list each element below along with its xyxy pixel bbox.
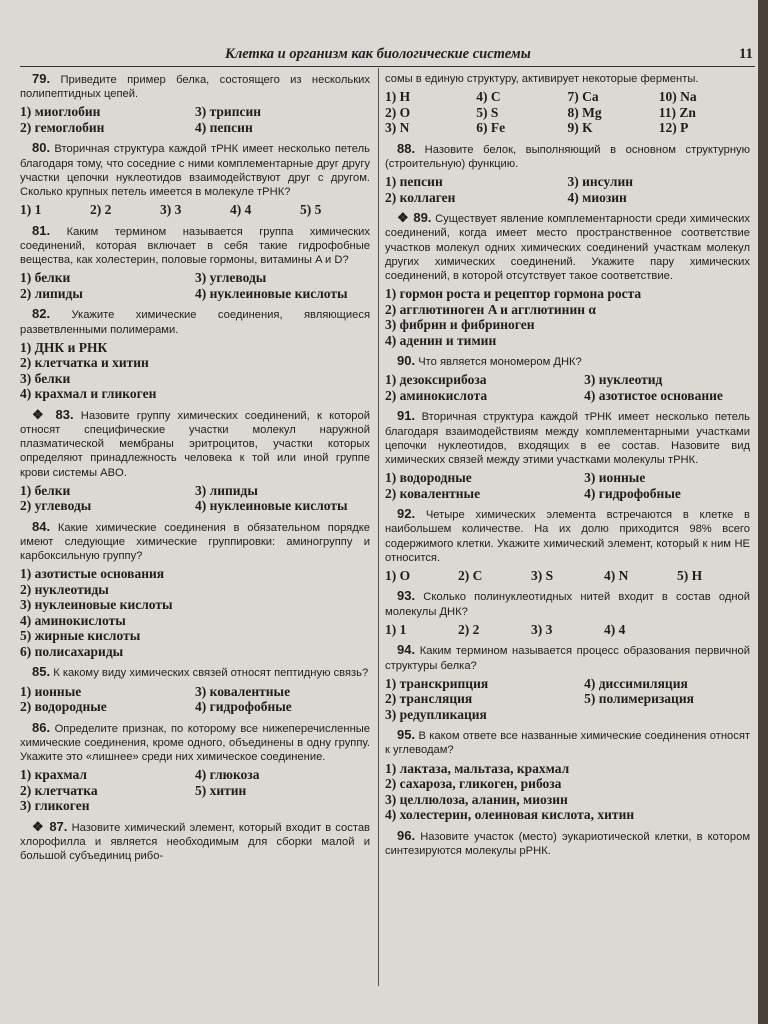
answer-option: 1) ионные [20, 683, 82, 699]
question-number: 96. [397, 827, 416, 843]
answer-options [20, 483, 370, 514]
answer-options [385, 286, 750, 348]
answer-option: 4) крахмал и гликоген [20, 386, 157, 402]
answer-option: 4) глюкоза [195, 767, 260, 783]
answer-option: 1) азотистые основания [20, 566, 165, 582]
question-number: 85. [32, 664, 51, 680]
answer-option: 3) ионные [584, 470, 646, 486]
answer-option: 3) нуклеотид [584, 372, 663, 388]
question-text: В каком ответе все названные химические соединения относят к углеводам? [385, 730, 750, 757]
answer-option: 3) ковалентные [195, 683, 291, 699]
question-number: 80. [32, 140, 51, 156]
answer-option: 3) 3 [531, 621, 553, 637]
question-text: Существует явление комплементарности среди химических соединений, когда имеет место пространственное соответствие участков молекул одних химических соединений участкам молекул других химических соединений. Укажите пару химических соединений, в которой отсутствует такое соответствие. [385, 213, 751, 282]
question-94 [385, 643, 750, 722]
answer-option: 3) углеводы [195, 270, 267, 286]
question-text: Каким термином называется группа химических соединений, которая включает в себя такие гидрофобные вещества, как холестерин, половые гормоны, витамины A и D? [20, 225, 370, 267]
question-95 [385, 728, 750, 822]
answer-options [385, 676, 750, 723]
question-number: 88. [397, 140, 416, 156]
answer-option: 10) Na [658, 89, 697, 105]
question-93 [385, 589, 750, 637]
answer-option: 2) гемоглобин [20, 119, 105, 135]
answer-option: 4) гидрофобные [195, 699, 292, 715]
question-number: 79. [32, 71, 51, 86]
answer-option: 1) гормон роста и рецептор гормона роста [385, 286, 642, 302]
answer-option: 1) транскрипция [385, 675, 489, 691]
right-column [385, 72, 750, 861]
question-text: Каким термином называется процесс образования первичной структуры белка? [385, 645, 751, 672]
answer-option: 3) целлюлоза, аланин, миозин [385, 791, 568, 807]
answer-option: 1) крахмал [20, 767, 87, 783]
answer-option: 4) нуклеиновые кислоты [195, 285, 348, 301]
answer-option: 3) N [385, 120, 410, 136]
question-91 [385, 409, 750, 501]
question-number: ❖ 89. [397, 210, 432, 226]
question-number: 95. [397, 727, 416, 743]
answer-option: 4) миозин [567, 189, 627, 205]
answer-option: 1) дезоксирибоза [385, 372, 487, 388]
answer-option: 4) 4 [604, 621, 626, 637]
answer-option: 9) K [567, 120, 593, 136]
question-85 [20, 665, 370, 714]
question-text: Определите признак, по которому все нижеперечисленные химические соединения, кроме одного, объединены в одну группу. Укажите это «лишнее» среди них химическое соединение. [20, 722, 371, 763]
answer-option: 3) фибрин и фибриноген [385, 317, 535, 333]
answer-option: 2) O [385, 104, 411, 120]
question-text: Сколько полинуклеотидных нитей входит в состав одной молекулы ДНК? [385, 591, 751, 618]
question-text: Назовите белок, выполняющий в основном структурную (строительную) функцию. [385, 143, 751, 170]
question-88 [385, 142, 750, 205]
question-87 [20, 820, 370, 864]
answer-option: 3) гликоген [20, 798, 90, 814]
answer-option: 4) аденин и тимин [385, 332, 497, 348]
answer-option: 4) диссимиляция [584, 675, 688, 691]
question-text: Назовите химический элемент, который входит в состав хлорофилла и является необходимым для сборки малой и большой субъединиц рибо- [20, 821, 370, 863]
answer-option: 4) нуклеиновые кислоты [195, 498, 348, 514]
answer-option: 2) 2 [458, 621, 480, 637]
question-text: Что является мономером ДНК? [418, 356, 582, 369]
answer-option: 1) пепсин [385, 174, 443, 190]
answer-option: 1) 1 [385, 621, 407, 637]
question-number: 90. [397, 353, 416, 369]
answer-options [385, 174, 750, 205]
answer-option: 2) углеводы [20, 498, 92, 514]
answer-options [385, 89, 750, 136]
question-90 [385, 354, 750, 403]
answer-option: 4) C [476, 89, 501, 105]
answer-option: 3) редупликация [385, 706, 487, 722]
question-text: Вторичная структура каждой тРНК имеет несколько петель благодаря взаимодействиям между комплементарными участками цепочки нуклеотидов, входящих в ее состав. Назовите вид химических связей между этими участками молекулы тРНК. [385, 411, 750, 466]
question-number: ❖ 83. [32, 406, 74, 422]
column-divider [378, 68, 379, 986]
answer-options [20, 767, 370, 814]
question-text: сомы в единую структуру, активирует некоторые ферменты. [385, 73, 699, 85]
answer-option: 1) белки [20, 270, 71, 286]
answer-option: 2) ковалентные [385, 485, 481, 501]
answer-option: 3) липиды [195, 482, 258, 498]
question-number: 94. [397, 642, 416, 658]
answer-option: 4) N [604, 567, 629, 583]
question-text: Укажите химические соединения, являющиеся разветвленными полимерами. [20, 309, 371, 336]
answer-option: 1) белки [20, 482, 71, 498]
question-number: 84. [32, 518, 51, 534]
question-text: Четыре химических элемента встречаются в клетке в наибольшем количестве. На их долю приходится 98% всего содержимого клетки. Укажите химический элемент, который к ним НЕ относится. [385, 509, 751, 564]
answer-option: 2) клетчатка и хитин [20, 355, 149, 371]
question-text: Вторичная структура каждой тРНК имеет несколько петель благодаря тому, что соседние с ними комплементарные друг другу участки цепочки нуклеотидов взаимодействуют друг с другом. Сколько крупных петель имеется в молекуле тРНК? [20, 143, 370, 199]
answer-option: 1) лактаза, мальтаза, крахмал [385, 760, 570, 776]
answer-option: 1) ДНК и РНК [20, 339, 108, 355]
answer-option: 1) миоглобин [20, 104, 101, 120]
question-80 [20, 141, 370, 217]
answer-option: 2) C [458, 567, 483, 583]
question-number: 91. [397, 408, 416, 424]
question-86 [20, 721, 370, 814]
question-text: Назовите участок (место) эукариотической клетки, в котором синтезируются молекулы рРНК. [385, 830, 751, 857]
answer-option: 1) O [385, 567, 411, 583]
answer-option: 3) инсулин [567, 174, 634, 190]
question-79 [20, 72, 370, 135]
question-number: 86. [32, 719, 51, 735]
left-column [20, 72, 370, 866]
answer-option: 1) водородные [385, 470, 472, 486]
answer-options [20, 104, 370, 135]
answer-option: 3) трипсин [195, 104, 262, 120]
question-text: Назовите группу химических соединений, к которой относят специфические участки молекул наружной плазматической мембраны эритроцитов, участки которых определяют принадлежность человека к той или иной группе крови системы ABO. [20, 409, 371, 479]
answer-option: 2) трансляция [385, 691, 473, 707]
answer-option: 5) полимеризация [584, 691, 694, 707]
answer-option: 2) водородные [20, 699, 107, 715]
answer-option: 4) 4 [230, 202, 252, 218]
answer-option: 5) S [476, 104, 499, 120]
question-text: Приведите пример белка, состоящего из нескольких полипептидных цепей. [20, 74, 371, 101]
answer-options [20, 340, 370, 402]
question-82 [20, 307, 370, 401]
answer-option: 4) азотистое основание [584, 387, 723, 403]
answer-options [20, 684, 370, 715]
answer-option: 3) S [531, 567, 554, 583]
answer-option: 4) пепсин [195, 119, 253, 135]
answer-option: 2) агглютиноген A и агглютинин α [385, 301, 596, 317]
chapter-title: Клетка и организм как биологические системы [225, 46, 531, 62]
question-84 [20, 520, 370, 660]
answer-option: 2) нуклеотиды [20, 581, 109, 597]
answer-options [385, 372, 750, 403]
answer-options [385, 568, 750, 584]
answer-option: 8) Mg [567, 104, 602, 120]
question-text: К какому виду химических связей относят пептидную связь? [53, 667, 369, 680]
question-number: ❖ 87. [32, 818, 68, 834]
answer-option: 1) H [385, 89, 411, 105]
answer-option: 5) жирные кислоты [20, 628, 141, 644]
answer-option: 2) коллаген [385, 189, 456, 205]
answer-option: 4) холестерин, олеиновая кислота, хитин [385, 807, 635, 823]
question-89 [385, 211, 750, 348]
answer-options [20, 566, 370, 659]
question-81 [20, 224, 370, 302]
answer-option: 2) аминокислота [385, 387, 488, 403]
answer-options [385, 761, 750, 823]
answer-option: 12) P [658, 120, 689, 136]
answer-option: 2) липиды [20, 285, 83, 301]
answer-options [385, 470, 750, 501]
page-number: 11 [738, 46, 753, 62]
answer-option: 5) H [677, 567, 703, 583]
question-92 [385, 507, 750, 583]
answer-option: 4) аминокислоты [20, 612, 126, 628]
answer-option: 5) 5 [300, 202, 322, 218]
running-header [20, 44, 755, 67]
answer-option: 4) гидрофобные [584, 485, 681, 501]
answer-option: 5) хитин [195, 782, 247, 798]
answer-options [20, 270, 370, 301]
answer-option: 3) белки [20, 370, 71, 386]
answer-option: 2) 2 [90, 202, 112, 218]
answer-options [385, 622, 750, 638]
answer-option: 6) полисахариды [20, 643, 124, 659]
answer-option: 2) сахароза, гликоген, рибоза [385, 776, 562, 792]
question-number: 92. [397, 506, 416, 522]
question-87-continued [385, 72, 750, 136]
answer-option: 6) Fe [476, 120, 506, 136]
question-96 [385, 829, 750, 858]
answer-option: 1) 1 [20, 202, 42, 218]
answer-option: 3) 3 [160, 202, 182, 218]
answer-option: 3) нуклеиновые кислоты [20, 597, 173, 613]
question-number: 93. [397, 588, 416, 604]
answer-option: 7) Ca [567, 89, 599, 105]
answer-options [20, 202, 370, 218]
question-83 [20, 408, 370, 514]
question-number: 81. [32, 222, 51, 238]
question-text: Какие химические соединения в обязательном порядке имеют следующие химические группировки: аминогруппу и карбоксильную группу? [20, 521, 371, 563]
question-number: 82. [32, 306, 51, 322]
answer-option: 2) клетчатка [20, 782, 98, 798]
answer-option: 11) Zn [658, 104, 696, 120]
